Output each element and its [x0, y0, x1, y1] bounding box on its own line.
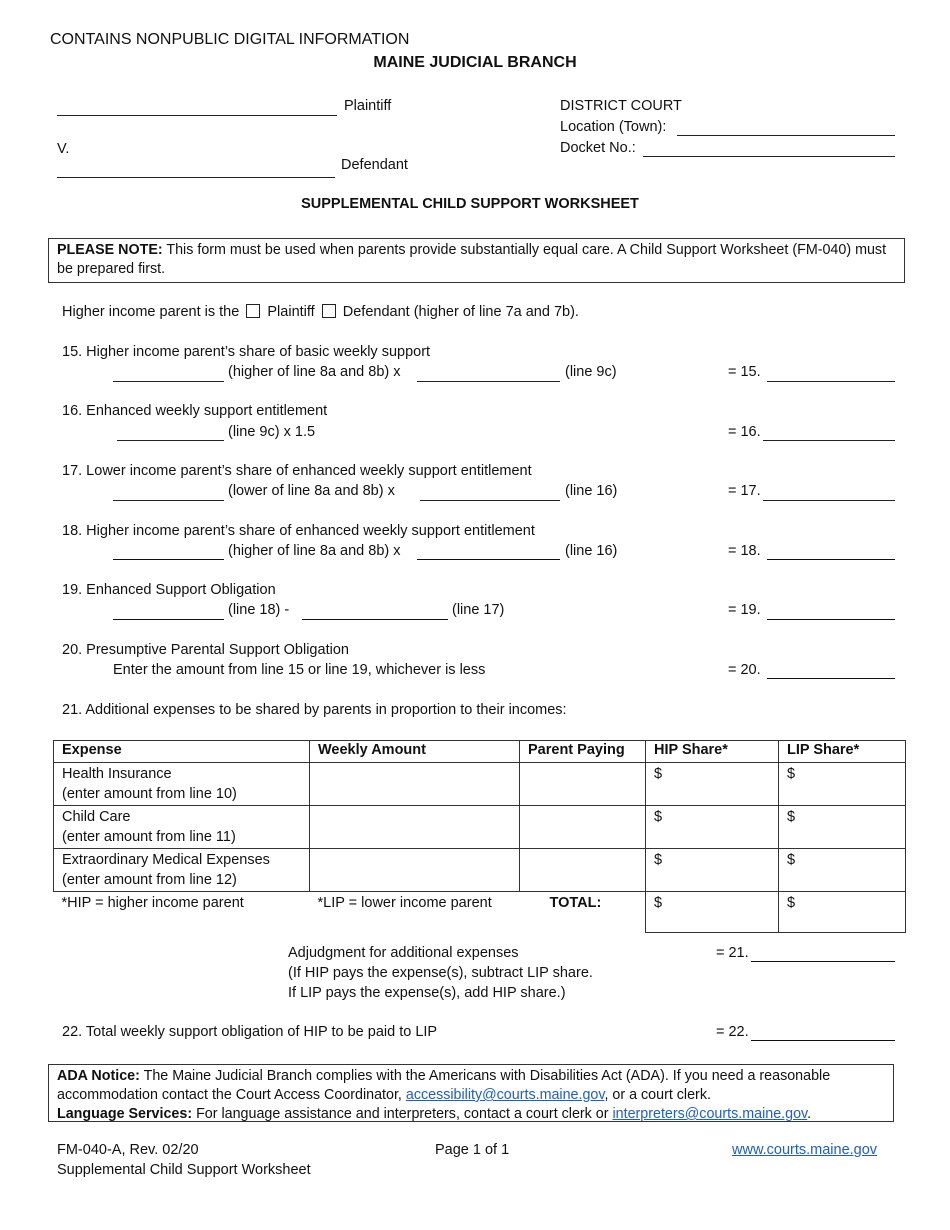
expense-source: (enter amount from line 10): [62, 786, 237, 802]
docket-label: Docket No.:: [560, 140, 636, 156]
table-row: [54, 806, 906, 849]
line18-title: 18. Higher income parent’s share of enhanced weekly support entitlement: [62, 523, 535, 539]
expense-name: Child Care: [62, 809, 131, 825]
weekly-amount-cell[interactable]: [310, 763, 520, 806]
higher-income-prefix: Higher income parent is the: [62, 304, 240, 320]
defendant-label: Defendant: [341, 157, 408, 173]
line17-result-field[interactable]: [763, 500, 895, 501]
adjudgment-title: Adjudgment for additional expenses: [288, 945, 519, 961]
accessibility-email-link[interactable]: accessibility@courts.maine.gov: [405, 1087, 605, 1103]
form-name: Supplemental Child Support Worksheet: [57, 1162, 311, 1178]
please-note-label: PLEASE NOTE:: [57, 242, 163, 258]
adjudgment-note-2: If LIP pays the expense(s), add HIP share.): [288, 985, 566, 1001]
line17-input-a[interactable]: [113, 500, 224, 501]
expenses-table: [53, 740, 906, 933]
line15-label-b: (line 9c): [565, 364, 617, 380]
line21-result-field[interactable]: [751, 961, 895, 962]
expense-cell: [54, 849, 310, 892]
line16-result-field[interactable]: [763, 440, 895, 441]
line19-input-a[interactable]: [113, 619, 224, 620]
line19-label-b: (line 17): [452, 602, 505, 618]
hip-total-cell[interactable]: $: [646, 892, 779, 933]
line18-label-b: (line 16): [565, 543, 618, 559]
line22-result-field[interactable]: [751, 1040, 895, 1041]
language-services-label: Language Services:: [57, 1106, 193, 1122]
line15-result-label: = 15.: [728, 364, 761, 380]
line20-result-field[interactable]: [767, 678, 895, 679]
hip-share-cell[interactable]: $: [646, 806, 779, 849]
parent-paying-cell[interactable]: [520, 849, 646, 892]
line15-title: 15. Higher income parent’s share of basic weekly support: [62, 344, 431, 360]
higher-income-row: [62, 304, 579, 320]
expense-source: (enter amount from line 12): [62, 872, 237, 888]
line20-result-label: = 20.: [728, 662, 761, 678]
header-parent-paying: Parent Paying: [520, 741, 646, 763]
line18-input-a[interactable]: [113, 559, 224, 560]
header-expense: Expense: [54, 741, 310, 763]
form-title: SUPPLEMENTAL CHILD SUPPORT WORKSHEET: [301, 196, 639, 212]
line16-title: 16. Enhanced weekly support entitlement: [62, 403, 328, 419]
please-note-box: [48, 238, 905, 283]
line20-title: 20. Presumptive Parental Support Obligation: [62, 642, 349, 658]
line17-label-b: (line 16): [565, 483, 618, 499]
table-total-row: [54, 892, 906, 933]
lip-share-cell[interactable]: $: [779, 849, 906, 892]
line22-title: 22. Total weekly support obligation of HIP to be paid to LIP: [62, 1024, 438, 1040]
hip-definition: *HIP = higher income parent: [54, 892, 310, 933]
line18-result-label: = 18.: [728, 543, 761, 559]
form-id: FM-040-A, Rev. 02/20: [57, 1142, 199, 1158]
line16-input-a[interactable]: [117, 440, 224, 441]
plaintiff-name-field[interactable]: [57, 115, 337, 116]
nonpublic-notice: CONTAINS NONPUBLIC DIGITAL INFORMATION: [50, 31, 410, 48]
lip-share-cell[interactable]: $: [779, 763, 906, 806]
location-field[interactable]: [677, 135, 895, 136]
location-label: Location (Town):: [560, 119, 667, 135]
ada-text: The Maine Judicial Branch complies with the Americans with Disabilities Act (ADA). If you need a reasonable accommodation contact the Court Access Coordinator,: [57, 1068, 831, 1103]
table-row: [54, 763, 906, 806]
defendant-checkbox[interactable]: [322, 304, 336, 318]
lip-total-cell[interactable]: $: [779, 892, 906, 933]
expense-cell: [54, 763, 310, 806]
lip-share-cell[interactable]: $: [779, 806, 906, 849]
table-header-row: [54, 741, 906, 763]
line18-label-a: (higher of line 8a and 8b) x: [228, 543, 401, 559]
line19-title: 19. Enhanced Support Obligation: [62, 582, 276, 598]
header-hip-share: HIP Share*: [646, 741, 779, 763]
plaintiff-checkbox[interactable]: [246, 304, 260, 318]
table-row: [54, 849, 906, 892]
branch-title: MAINE JUDICIAL BRANCH: [373, 54, 577, 71]
line17-title: 17. Lower income parent’s share of enhanced weekly support entitlement: [62, 463, 532, 479]
please-note-text: This form must be used when parents provide substantially equal care. A Child Support Worksheet (FM-040) must be prepared first.: [57, 242, 887, 277]
line19-result-label: = 19.: [728, 602, 761, 618]
courts-website-link[interactable]: www.courts.maine.gov: [732, 1142, 878, 1158]
header-lip-share: LIP Share*: [779, 741, 906, 763]
header-weekly-amount: Weekly Amount: [310, 741, 520, 763]
expense-name: Health Insurance: [62, 766, 172, 782]
expense-source: (enter amount from line 11): [62, 829, 236, 845]
defendant-name-field[interactable]: [57, 177, 335, 178]
weekly-amount-cell[interactable]: [310, 806, 520, 849]
ada-label: ADA Notice:: [57, 1068, 140, 1084]
line18-input-b[interactable]: [417, 559, 560, 560]
ada-text-end: , or a court clerk.: [604, 1087, 711, 1103]
weekly-amount-cell[interactable]: [310, 849, 520, 892]
line20-instruction: Enter the amount from line 15 or line 19, whichever is less: [113, 662, 486, 678]
line15-label-a: (higher of line 8a and 8b) x: [228, 364, 401, 380]
lip-definition: *LIP = lower income parent: [310, 892, 520, 933]
line22-result-label: = 22.: [716, 1024, 749, 1040]
line21-result-label: = 21.: [716, 945, 749, 961]
versus-label: V.: [57, 141, 70, 157]
line16-result-label: = 16.: [728, 424, 761, 440]
line17-result-label: = 17.: [728, 483, 761, 499]
expense-cell: [54, 806, 310, 849]
parent-paying-cell[interactable]: [520, 763, 646, 806]
line16-label-a: (line 9c) x 1.5: [228, 424, 316, 440]
language-services-text: For language assistance and interpreters, contact a court clerk or: [192, 1106, 613, 1122]
line15-result-field[interactable]: [767, 381, 895, 382]
hip-share-cell[interactable]: $: [646, 849, 779, 892]
higher-income-defendant: Defendant (higher of line 7a and 7b).: [342, 304, 579, 320]
adjudgment-note-1: (If HIP pays the expense(s), subtract LIP share.: [288, 965, 593, 981]
line15-input-a[interactable]: [113, 381, 224, 382]
page-number: Page 1 of 1: [435, 1142, 510, 1158]
line19-input-b[interactable]: [302, 619, 448, 620]
language-services-end: .: [807, 1106, 812, 1122]
plaintiff-label: Plaintiff: [344, 98, 392, 114]
interpreters-email-link[interactable]: interpreters@courts.maine.gov: [612, 1106, 808, 1122]
expense-name: Extraordinary Medical Expenses: [62, 852, 270, 868]
line19-result-field[interactable]: [767, 619, 895, 620]
higher-income-plaintiff: Plaintiff: [267, 304, 315, 320]
court-label: DISTRICT COURT: [560, 98, 682, 114]
parent-paying-cell[interactable]: [520, 806, 646, 849]
total-label: TOTAL:: [520, 892, 646, 933]
docket-field[interactable]: [643, 156, 895, 157]
line17-input-b[interactable]: [420, 500, 560, 501]
line19-label-a: (line 18) -: [228, 602, 290, 618]
ada-notice-box: [48, 1064, 894, 1122]
line18-result-field[interactable]: [767, 559, 895, 560]
line15-input-b[interactable]: [417, 381, 560, 382]
hip-share-cell[interactable]: $: [646, 763, 779, 806]
line21-title: 21. Additional expenses to be shared by parents in proportion to their incomes:: [62, 702, 567, 718]
line17-label-a: (lower of line 8a and 8b) x: [228, 483, 395, 499]
